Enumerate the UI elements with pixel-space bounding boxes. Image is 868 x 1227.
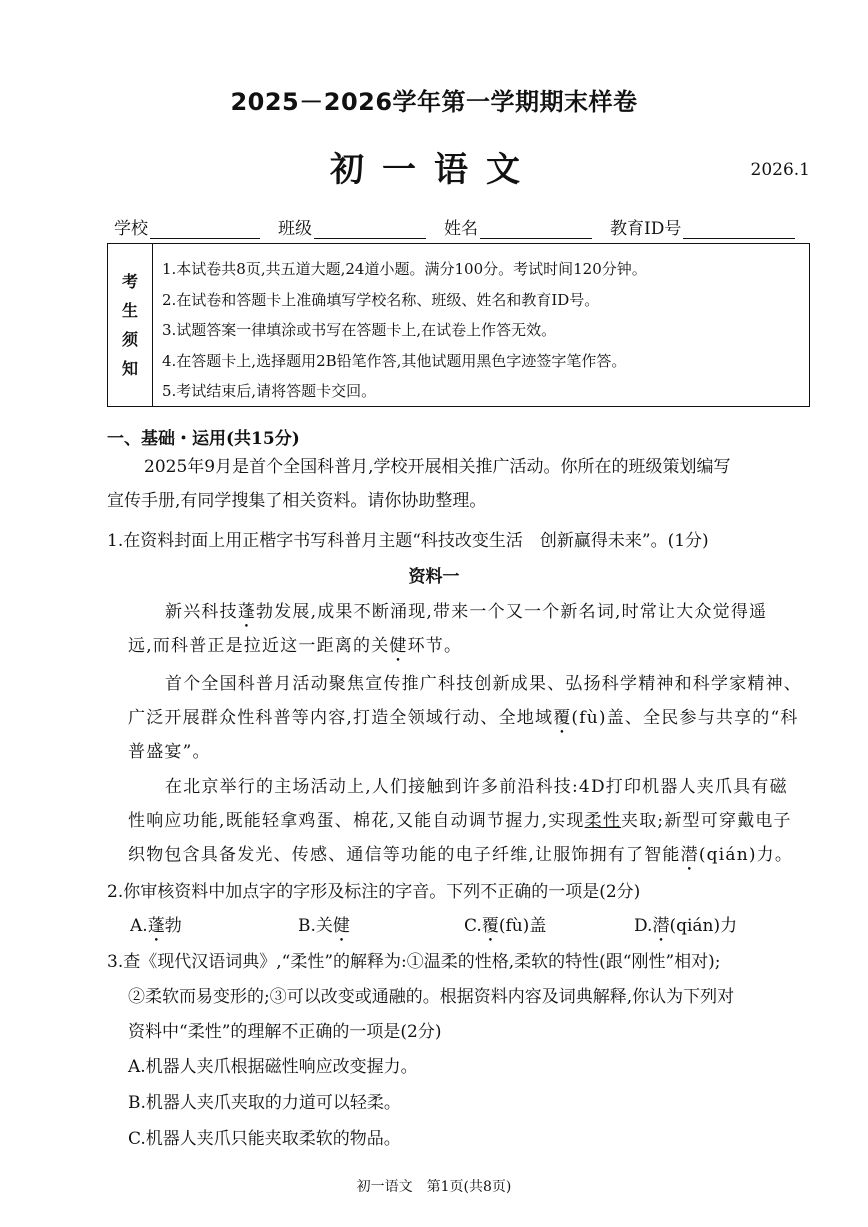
question-3-stem-line: ②柔软而易变形的;③可以改变或通融的。根据资料内容及词典解释,你认为下列对 — [128, 987, 735, 1007]
school-blank — [150, 222, 260, 239]
question-2-options — [130, 911, 737, 946]
notice-label — [108, 244, 153, 406]
material-line: 在北京举行的主场活动上,人们接触到许多前沿科技:4D打印机器人夹爪具有磁 — [165, 777, 788, 797]
material-text: 夹取;新型可穿戴电子 — [621, 811, 792, 831]
material-text: 新兴科技 — [165, 602, 238, 622]
material-line — [128, 806, 792, 831]
material-title: 资料一 — [408, 567, 460, 587]
subject-title: 初一语文 — [330, 150, 538, 190]
material-text: 织物包含具备发光、传感、通信等功能的电子纤维,让服饰拥有了智能 — [128, 845, 681, 865]
material-text: 性响应功能,既能轻拿鸡蛋、棉花,又能自动调节握力,实现 — [128, 811, 585, 831]
page-footer: 初一语文 第1页(共8页) — [356, 1179, 512, 1195]
material-line — [128, 631, 462, 666]
option-d: D.潜(qián)力 — [634, 916, 738, 936]
exam-date: 2026.1 — [750, 160, 810, 180]
school-field — [114, 214, 260, 239]
name-blank — [480, 222, 592, 239]
material-line — [128, 703, 799, 738]
notice-item: 2.在试卷和答题卡上准确填写学校名称、班级、姓名和教育ID号。 — [162, 290, 600, 309]
question-3-stem-line: 资料中“柔性”的理解不正确的一项是(2分) — [128, 1022, 442, 1042]
school-label: 学校 — [114, 219, 148, 239]
question-3-option: A.机器人夹爪根据磁性响应改变握力。 — [128, 1057, 418, 1077]
section-heading: 一、基础・运用(共15分) — [107, 429, 300, 449]
material-text: 环节。 — [407, 636, 463, 656]
notice-label-char: 生 — [121, 301, 138, 320]
edu-id-blank — [683, 222, 795, 239]
notice-item: 5.考试结束后,请将答题卡交回。 — [162, 382, 377, 400]
dotted-char: 蓬 — [237, 602, 257, 622]
material-text: 勃发展,成果不断涌现,带来一个又一个新名词,时常让大众觉得遥 — [256, 602, 768, 622]
question-1: 1.在资料封面上用正楷字书写科普月主题“科技改变生活 创新赢得未来”。(1分) — [107, 531, 709, 551]
student-info-line — [114, 214, 814, 239]
material-text: (qián)力。 — [698, 845, 794, 865]
intro-line-2: 宣传手册,有同学搜集了相关资料。请你协助整理。 — [107, 491, 487, 511]
class-blank — [314, 222, 426, 239]
option-a: A.蓬勃 — [130, 916, 182, 936]
material-line — [128, 840, 793, 875]
material-text: 广泛开展群众性科普等内容,打造全领域行动、全地域 — [128, 708, 554, 728]
option-c: C.覆(fù)盖 — [464, 916, 547, 936]
notice-items — [153, 244, 647, 406]
dotted-char: 覆 — [553, 708, 572, 728]
material-line: 首个全国科普月活动聚焦宣传推广科技创新成果、弘扬科学精神和科学家精神、 — [165, 674, 802, 694]
dotted-char: 潜 — [680, 845, 699, 865]
notice-label-char: 须 — [121, 330, 138, 349]
intro-line-1: 2025年9月是首个全国科普月,学校开展相关推广活动。你所在的班级策划编写 — [144, 457, 731, 477]
question-3-option: B.机器人夹爪夹取的力道可以轻柔。 — [128, 1093, 401, 1113]
name-label: 姓名 — [444, 219, 478, 239]
material-line: 普盛宴”。 — [128, 742, 211, 762]
edu-id-label: 教育ID号 — [610, 219, 682, 239]
question-2-stem: 2.你审核资料中加点字的字形及标注的字音。下列不正确的一项是(2分) — [107, 882, 641, 902]
notice-item: 1.本试卷共8页,共五道大题,24道小题。满分100分。考试时间120分钟。 — [162, 260, 647, 278]
question-3-option: C.机器人夹爪只能夹取柔软的物品。 — [128, 1129, 401, 1149]
question-3-stem-line: 3.查《现代汉语词典》,“柔性”的解释为:①温柔的性格,柔软的特性(跟“刚性”相对); — [107, 952, 721, 972]
dotted-char: 健 — [389, 636, 408, 656]
material-text: 远,而科普正是拉近这一距离的关 — [128, 636, 390, 656]
edu-id-field — [610, 214, 795, 239]
material-line — [165, 597, 767, 632]
notice-label-char: 考 — [121, 272, 138, 291]
class-field — [278, 214, 426, 239]
name-field — [444, 214, 592, 239]
notice-item: 3.试题答案一律填涂或书写在答题卡上,在试卷上作答无效。 — [162, 321, 557, 339]
exam-title: 2025－2026学年第一学期期末样卷 — [230, 88, 638, 116]
exam-notice-box — [107, 243, 810, 407]
material-text: (fù)盖、全民参与共享的“科 — [571, 708, 799, 728]
notice-item: 4.在答题卡上,选择题用2B铅笔作答,其他试题用黑色字迹签字笔作答。 — [162, 351, 627, 370]
underlined-word: 柔性 — [584, 811, 622, 831]
class-label: 班级 — [278, 219, 312, 239]
notice-label-char: 知 — [121, 359, 138, 378]
option-b: B.关健 — [298, 916, 350, 936]
